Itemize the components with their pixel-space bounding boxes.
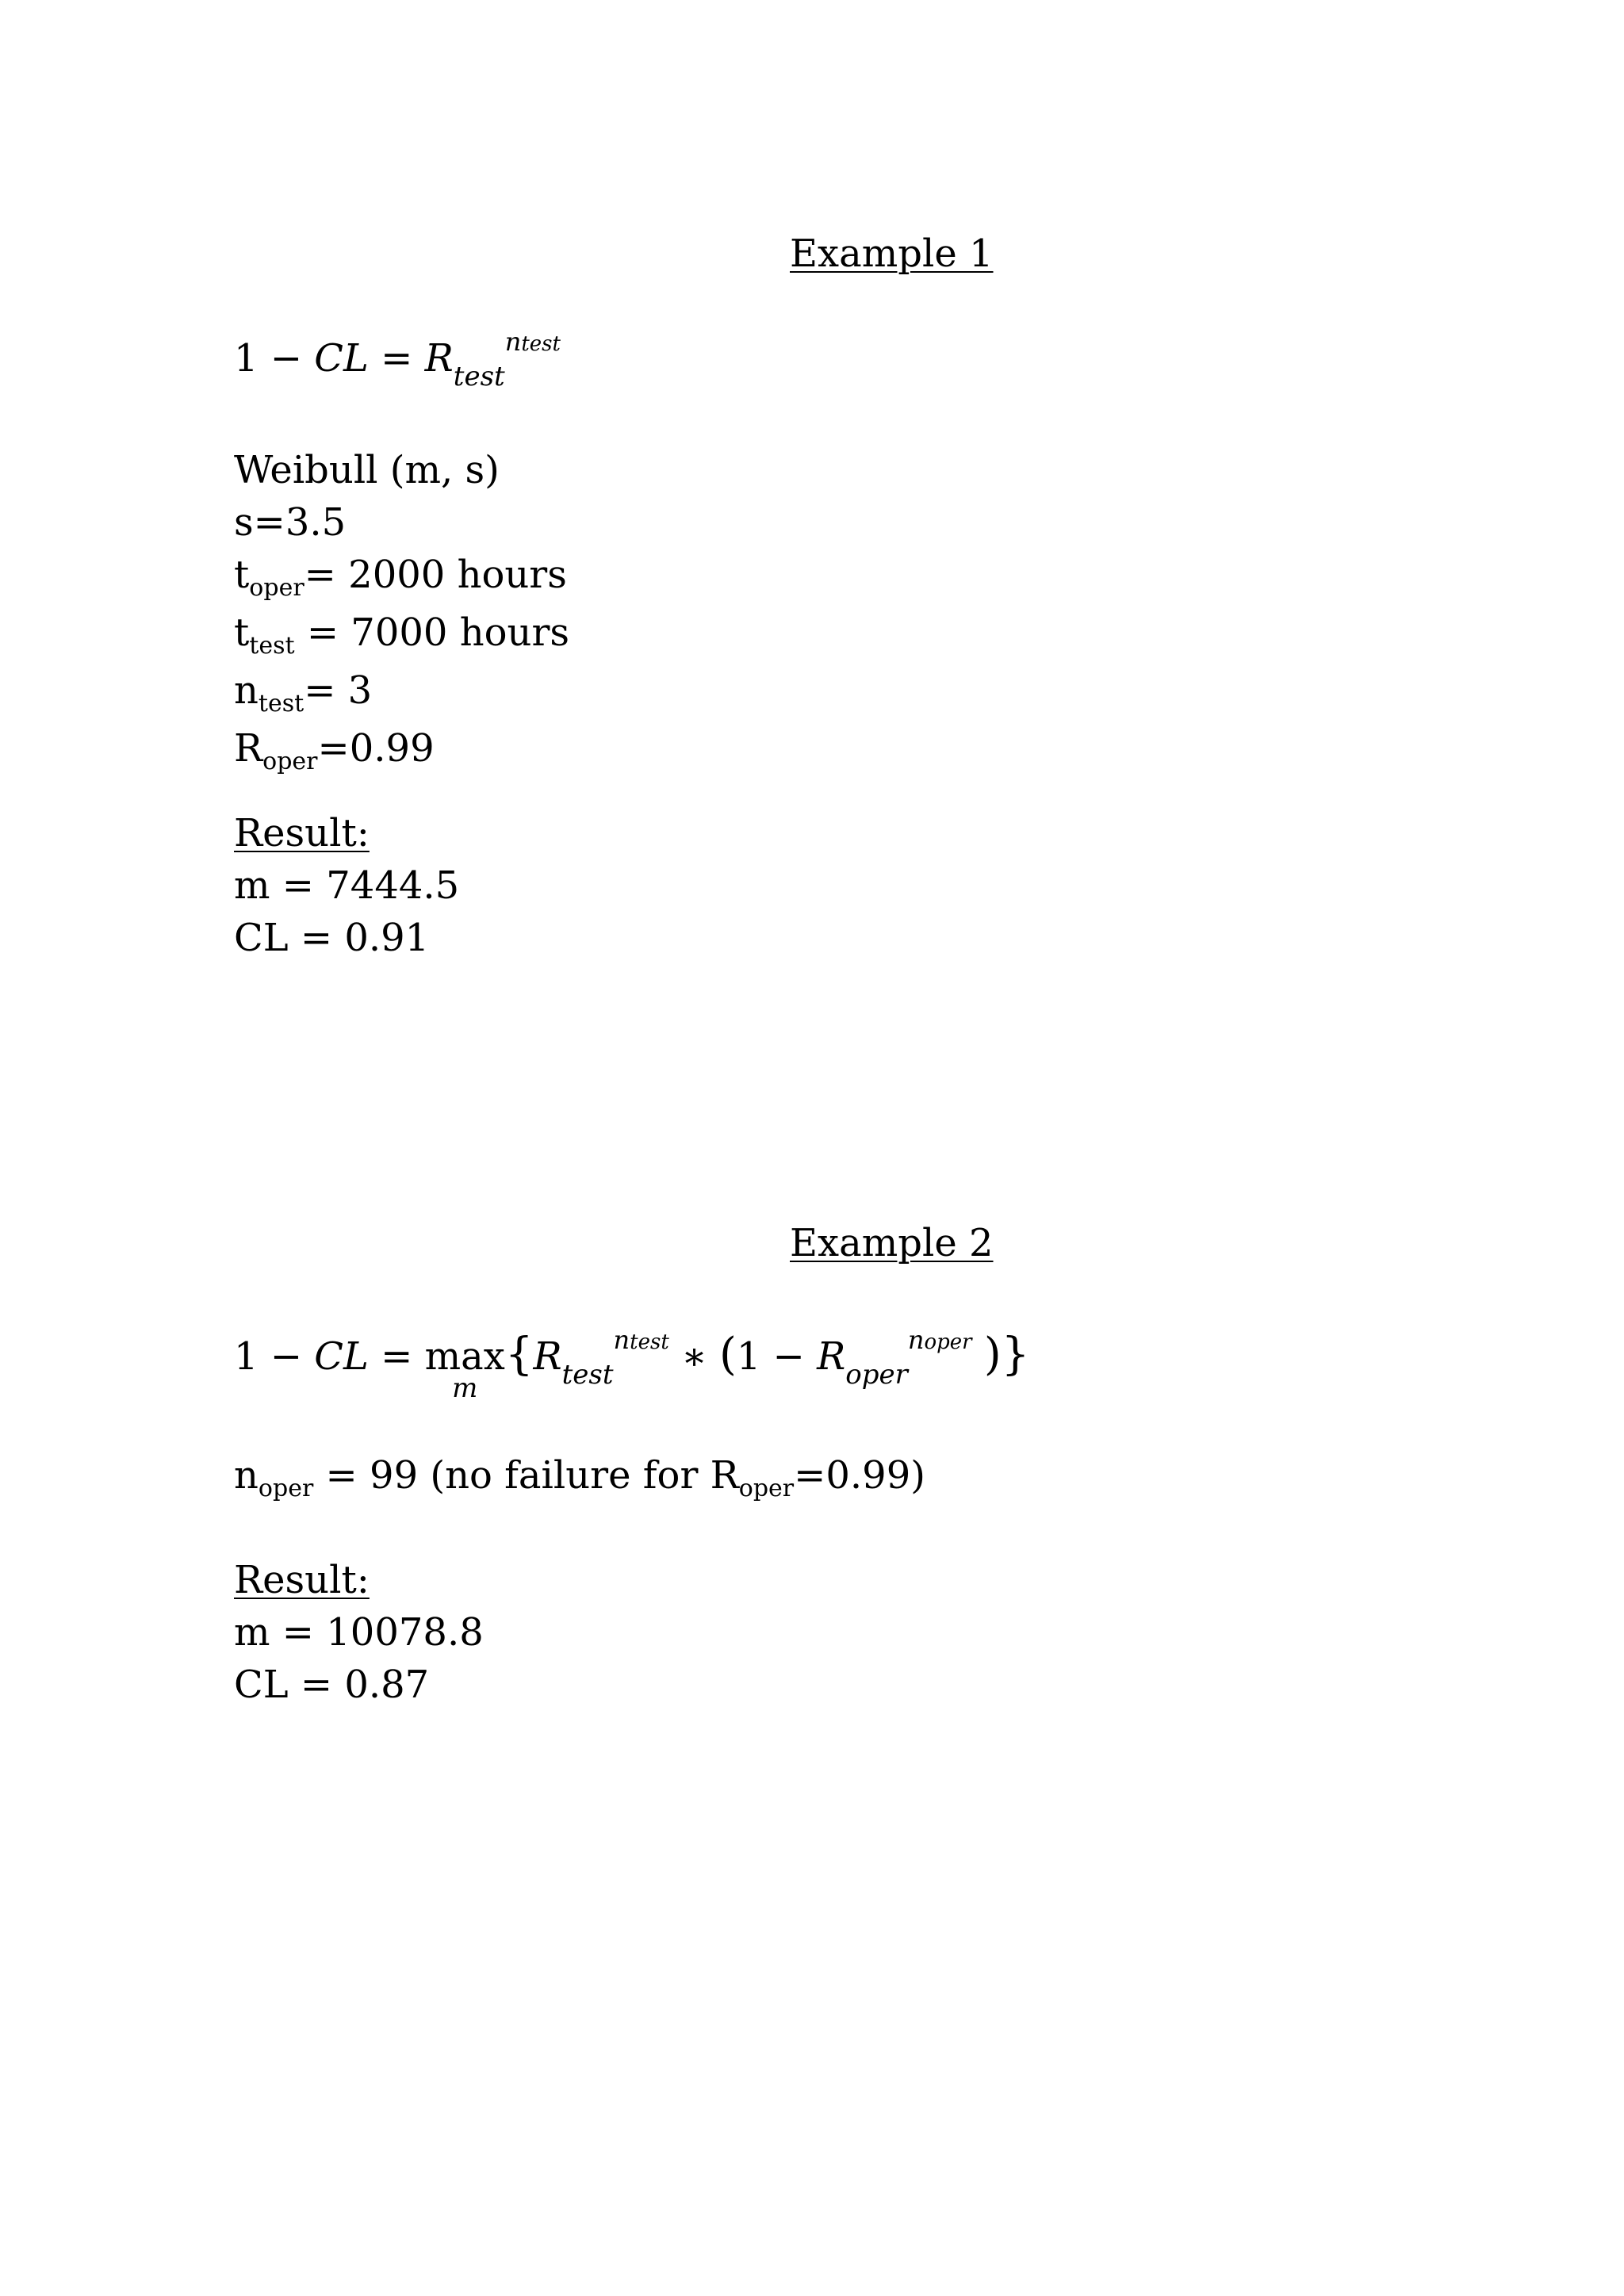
formula-r2-sup: noper — [907, 1325, 972, 1355]
example-1-heading: Example 1 — [790, 232, 994, 276]
formula-r2-sub: oper — [845, 1359, 908, 1391]
formula-equals: = — [381, 336, 413, 381]
formula-r-sup: ntest — [504, 327, 561, 357]
formula-minus: − — [270, 1334, 303, 1379]
result-label: Result: — [234, 811, 370, 855]
formula-r-sub: test — [453, 361, 505, 392]
formula-r1-sup: ntest — [613, 1325, 669, 1355]
result-m: m = 7444.5 — [234, 863, 460, 908]
formula-max: max m — [424, 1334, 505, 1404]
param-line: $R_{oper}=0.99$ — [234, 726, 435, 775]
formula-r1-sub: test — [561, 1359, 614, 1391]
result-m: m = 10078.8 — [234, 1610, 484, 1655]
example-2-formula — [234, 1325, 1030, 1404]
formula-times: ∗ — [681, 1334, 707, 1379]
formula-rbrace: } — [1001, 1329, 1030, 1380]
formula-one-inner: 1 — [736, 1334, 761, 1379]
result-cl: CL = 0.87 — [234, 1663, 430, 1707]
formula-lparen: ( — [718, 1329, 737, 1380]
formula-r1: R — [533, 1334, 562, 1379]
example-1-formula — [234, 327, 561, 392]
formula-one: 1 — [234, 1334, 259, 1379]
example-2-results — [234, 1554, 484, 1711]
param-line: $n_{test}= 3$ — [234, 668, 373, 718]
example-2-heading: Example 2 — [790, 1221, 994, 1265]
example-1-params — [234, 444, 569, 780]
param-line: $t_{test} = 7000$ hours — [234, 610, 570, 660]
formula-minus: − — [270, 336, 303, 381]
formula-cl: CL — [314, 1334, 369, 1379]
result-label: Result: — [234, 1558, 370, 1602]
formula-one: 1 — [234, 336, 259, 381]
result-cl: CL = 0.91 — [234, 916, 430, 960]
formula-cl: CL — [314, 336, 369, 381]
formula-minus-inner: − — [772, 1334, 805, 1379]
formula-r2: R — [817, 1334, 846, 1379]
formula-r-sup-sub: test — [521, 332, 561, 356]
example-1-results — [234, 807, 459, 964]
param-line: $t_{oper}= 2000$ hours — [234, 553, 567, 602]
formula-r: R — [424, 336, 454, 381]
formula-lbrace: { — [504, 1329, 534, 1380]
param-line: Weibull (m, s) — [234, 448, 500, 492]
formula-max-under: m — [452, 1372, 478, 1404]
formula-rparen: ) — [983, 1329, 1002, 1380]
noper-line: $n_{oper} = 99$ (no failure for $R_{oper}=0.99$) — [234, 1453, 925, 1502]
formula-equals: = — [381, 1334, 413, 1379]
param-line: s=3.5 — [234, 500, 347, 545]
